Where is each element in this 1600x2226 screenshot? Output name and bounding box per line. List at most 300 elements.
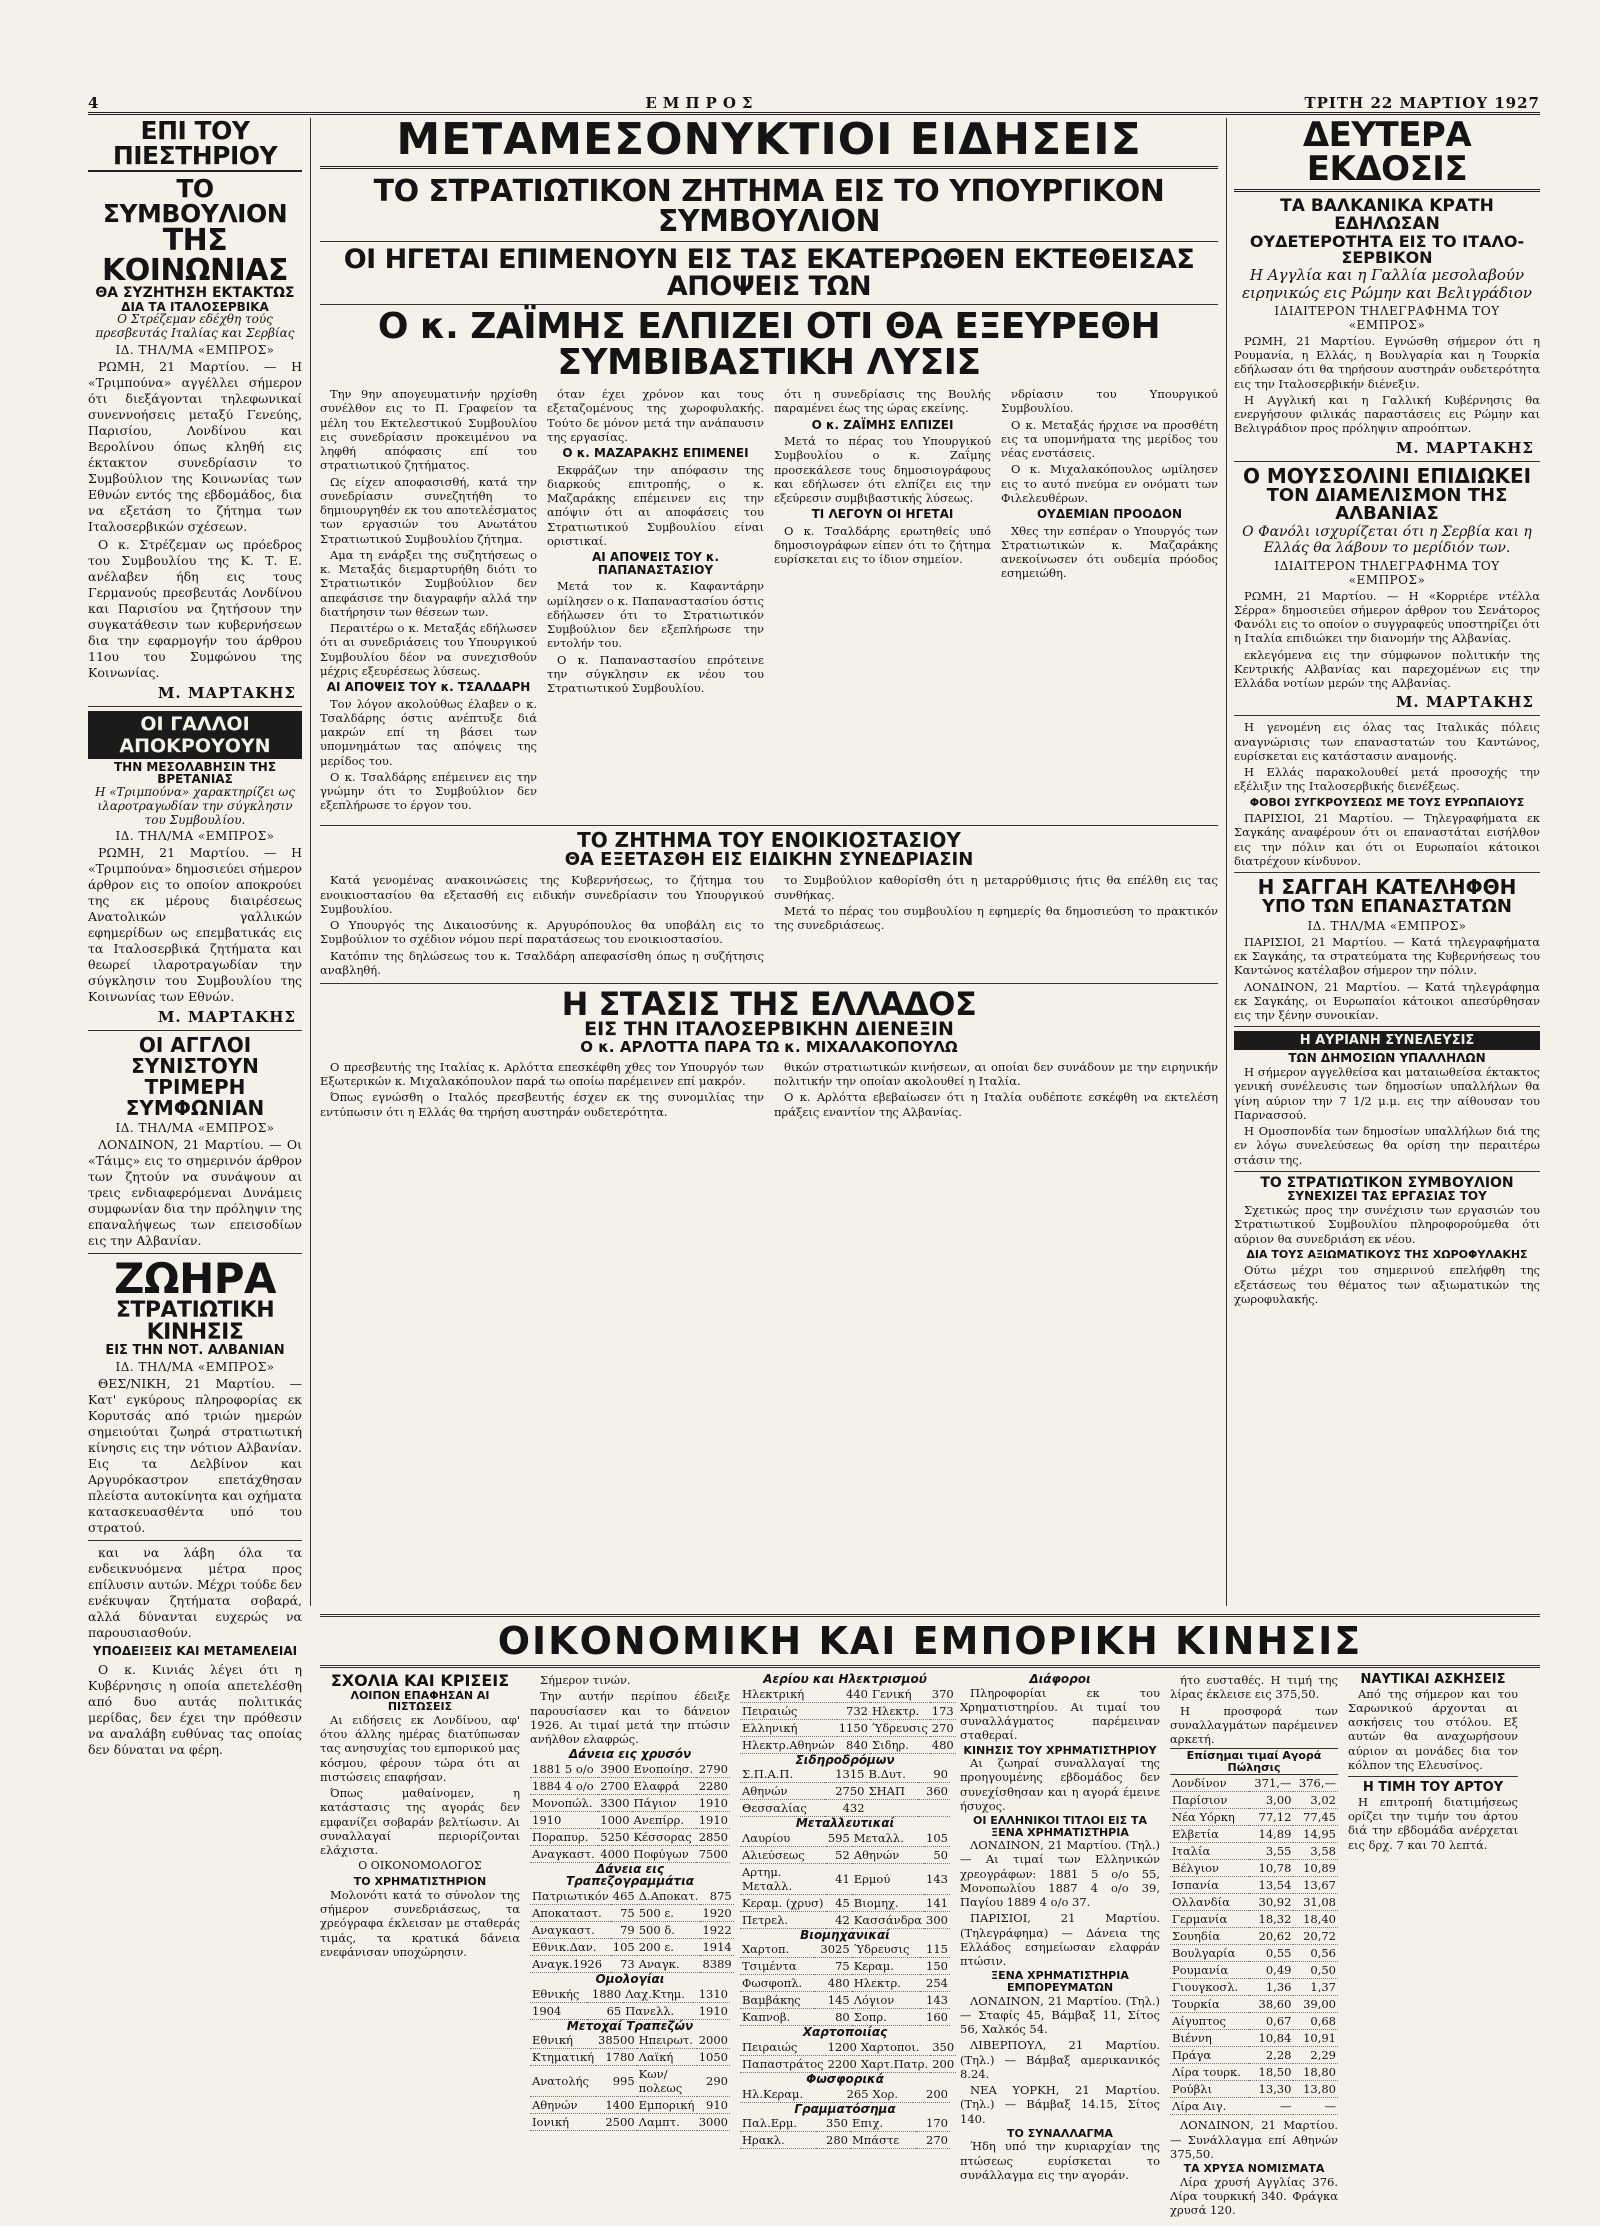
table-cell: 20,72 [1293,1928,1338,1945]
table-row [740,2086,950,2103]
article-paragraph: Ως είχεν αποφασισθή, κατά την συνεδρίασιν συνεζητήθη το δημιουργηθέν εκ του αποτελέσματος των εργασιών του Ανωτάτου Στρατιωτικού Συμβουλίου ζήτημα. [320,474,537,546]
table-cell: 0,49 [1249,1962,1294,1979]
byline: Ο ΟΙΚΟΝΟΜΟΛΟΓΟΣ [358,1859,482,1873]
divider [1234,1171,1540,1172]
table-cell: Ύδρευσις [872,1720,928,1735]
article-paragraph: Ο κ. Μιχαλακόπουλος ωμίλησεν εις το αυτό πνεύμα εν ονόματι των Φιλελευθέρων. [1001,462,1218,505]
table-row [530,1777,730,1794]
table-cell: 0,56 [1293,1945,1338,1962]
table-row [1170,2030,1338,2047]
table-cell: 254 [920,1975,950,1992]
table-row [530,1794,730,1811]
table-cell: 1315 [825,1766,866,1783]
article-column [320,387,537,815]
table-cell: 80 [814,2009,852,2026]
table-row [740,1846,950,1863]
table-cell: 2750 [825,1783,866,1800]
table-cell: 995 [596,2066,637,2097]
table-cell: 2,28 [1249,2047,1294,2064]
table-cell: 732 [837,1702,870,1719]
table-cell: 143 [924,1863,950,1894]
table-cell: Ανατολής [530,2066,596,2097]
table-cell: Σοπρ. [852,2009,921,2026]
kicker-headline: ΕΠΙ ΤΟΥ ΠΙΕΣΤΗΡΙΟΥ [88,118,302,172]
dateline: ΙΔ. ΤΗΛ/ΜΑ «ΕΜΠΡΟΣ» [115,1121,275,1136]
table-heading: Φωσφορικά [806,2071,884,2086]
table-cell: Ιονική [530,2114,596,2131]
table-cell: 3,58 [1293,1843,1338,1860]
table-row [1170,1860,1338,1877]
divider [320,825,1218,826]
table-cell: Κτηματική [532,2050,595,2065]
table-cell: Ηλεκτρική [740,1686,837,1703]
article-paragraph: Μετά το πέρας του Υπουργικού Συμβουλίου ο κ. Ζαΐμης προσεκάλεσε τους δημοσιογράφους και εδήλωσεν ότι ελπίζει εις την εξεύρεσιν συμβιβαστικής λύσεως. [774,434,991,506]
table-cell: Αίγυπτος [1170,2013,1249,2030]
table-cell: Γιουγκοσλ. [1170,1979,1249,1996]
table-cell: 2200 [827,2056,857,2071]
table-cell: Αθηνών [852,1846,924,1863]
headline: ΣΤΡΑΤΙΩΤΙΚΗ ΚΙΝΗΣΙΣ [115,1298,275,1346]
table-cell: Ολλανδία [1170,1894,1249,1911]
table-cell: 10,89 [1293,1860,1338,1877]
table-heading: Χαρτοποιίας [802,2025,888,2040]
headline: ΥΠΟ ΤΩΝ ΕΠΑΝΑΣΤΑΤΩΝ [1261,896,1512,918]
subheadline: Ο κ. ΖΑΪΜΗΣ ΕΛΠΙΖΕΙ [811,417,954,432]
article-paragraph: Λίρα χρυσή Αγγλίας 376. Λίρα τουρκική 340. Φράγκα χρυσά 120. [1170,2174,1338,2218]
table-cell: 42 [826,1911,852,1928]
deck: Ο Φανόλι ισχυρίζεται ότι η Σερβία και η Ελλάς θα λάβουν το μερίδιόν των. [1242,524,1532,557]
dateline: ΙΔ. ΤΗΛ/ΜΑ «ΕΜΠΡΟΣ» [115,342,275,357]
table-cell: Γερμανία [1170,1911,1249,1928]
article-paragraph: Τον λόγον ακολούθως έλαβεν ο κ. Τσαλδάρης όστις ανέπτυξε διά μακρών επί τη βάσει των υπομνημάτων τας απόψεις της μερίδος του. [320,696,537,768]
table-cell: 170 [916,2115,950,2132]
table-cell: 480 [931,1737,954,1752]
table-cell: 1,36 [1249,1979,1294,1996]
table-cell: 115 [920,1941,950,1958]
table-cell: Ποραπυρ. [530,1828,598,1845]
paper-name: ΕΜΠΡΟΣ [645,94,759,112]
table-cell [918,1800,950,1817]
quote-table [740,2086,950,2103]
table-cell: 145 [814,1992,852,2009]
table-cell: 3025 [814,1941,852,1958]
table-cell: Ύδρευσις [852,1941,921,1958]
article-columns [320,1060,1218,1121]
article-column [774,873,1218,979]
table-cell: 90 [918,1766,950,1783]
article-paragraph: Σήμερον τινών. [540,1673,631,1687]
quote-table [530,1761,730,1863]
table-cell: 840 [837,1736,870,1753]
table-cell: 1910 [696,1794,730,1811]
table-row [1170,2064,1338,2081]
table-cell: Αθηνών [740,1783,825,1800]
byline: Μ. ΜΑΡΤΑΚΗΣ [1395,693,1534,712]
section-banner: ΟΙΚΟΝΟΜΙΚΗ ΚΑΙ ΕΜΠΟΡΙΚΗ ΚΙΝΗΣΙΣ [497,1619,1363,1663]
subheadline: ΤΩΝ ΔΗΜΟΣΙΩΝ ΥΠΑΛΛΗΛΩΝ [1288,1051,1486,1066]
deck: Ο Στρέζεμαν εδέχθη τούς πρεσβευτάς Ιταλίας και Σερβίας [95,312,295,341]
table-cell: Βέλγιον [1170,1860,1249,1877]
table-cell: 0,55 [1249,1945,1294,1962]
article-paragraph: Ο κ. Στρέζεμαν ως πρόεδρος του Συμβουλίου της Κ. Τ. Ε. ανέλαβεν ήδη εις τους Γερμανούς πρεσβευτάς Λονδίνου και Παρισίου να ζητήσουν την συγκατάθεσιν των κυβερνήσεων δια την εφαρμογήν του άρθρου 11ου του Συμφώνου της Κοινωνίας. [88,536,302,680]
article-paragraph: ΠΑΡΙΣΙΟΙ, 21 Μαρτίου. (Τηλεγράφημα) — Δάνεια της Ελλάδος εσημείωσαν ελαφράν πτώσιν. [960,1911,1160,1969]
headline: Η ΤΙΜΗ ΤΟΥ ΑΡΤΟΥ [1362,1780,1504,1796]
article-paragraph: Αι ειδήσεις εκ Λονδίνου, αφ' ότου άλλης ημέρας διατύπωσαν τας ανησυχίας του εμπορικού μας κόσμου, φέρουν τώρα ότι αι πιστώσεις επαφήσαν. [320,1712,520,1784]
table-cell: 465 [612,1889,635,1904]
table-row [1170,1962,1338,1979]
table-cell: 290 [697,2066,730,2097]
table-cell: Τσιμέντα [740,1958,814,1975]
table-cell: Αναγκ. [637,1956,701,1973]
table-cell: 2850 [696,1828,730,1845]
table-cell: 3300 [598,1794,632,1811]
table-cell: Ερμού [852,1863,924,1894]
article-paragraph: νδρίασιν του Υπουργικού Συμβουλίου. [1001,387,1218,416]
table-cell: 2000 [698,2033,728,2048]
table-cell: Πατριωτικόν [532,1889,609,1904]
table-cell: Ενοποίησ. [632,1761,697,1778]
subheadline: ΘΑ ΣΥΖΗΤΗΣΗ ΕΚΤΑΚΤΩΣ [95,285,295,301]
divider [1348,1776,1518,1777]
article-paragraph: Περαιτέρω ο κ. Μεταξάς εδήλωσεν ότι αι συνεδριάσεις του Υπουργικού Συμβουλίου δέον να συνεχισθούν μέχρις εξευρέσεως λύσεως. [320,621,537,678]
table-cell: Λίρα τουρκ. [1170,2064,1249,2081]
article-paragraph: Η γενομένη εις όλας τας Ιταλικάς πόλεις αναγνώρισις των επαναστατών του Καντώνος, ευρίσκεται εις κατάστασιν αναμονής. [1234,720,1540,763]
table-cell: Ηλεκτρ. [870,1702,930,1719]
table-cell: 1904 [530,2002,587,2019]
table-cell: Μεταλλ. [852,1830,924,1847]
table-cell: Πράγα [1170,2047,1249,2064]
table-cell: 1881 5 ο/ο [530,1761,598,1778]
main-headline: ΟΙ ΗΓΕΤΑΙ ΕΠΙΜΕΝΟΥΝ ΕΙΣ ΤΑΣ ΕΚΑΤΕΡΩΘΕΝ ΕΚΤΕΘΕΙΣΑΣ ΑΠΟΨΕΙΣ ΤΩΝ [343,244,1195,302]
dateline: ΙΔΙΑΙΤΕΡΟΝ ΤΗΛΕΓΡΑΦΗΜΑ ΤΟΥ «ΕΜΠΡΟΣ» [1274,303,1500,332]
subheadline: ΦΟΒΟΙ ΣΥΓΚΡΟΥΣΕΩΣ ΜΕ ΤΟΥΣ ΕΥΡΩΠΑΙΟΥΣ [1249,795,1525,809]
table-cell: 13,30 [1249,2081,1294,2098]
subheadline: ΛΟΙΠΟΝ ΕΠΑΦΗΣΑΝ ΑΙ ΠΙΣΤΩΣΕΙΣ [350,1688,490,1714]
table-row [740,2009,950,2026]
table-cell: 300 [926,1912,948,1927]
table-cell: Πάγιον [632,1794,697,1811]
article-columns [320,873,1218,979]
article-paragraph: Ο Υπουργός της Δικαιοσύνης κ. Αργυρόπουλος θα υποβάλη εις το Συμβούλιον το σχέδιον νόμου περί παρατάσεως του ενοικιοστασίου. [320,918,764,947]
headline: ΤΟ ΣΤΡΑΤΙΩΤΙΚΟΝ ΣΥΜΒΟΥΛΙΟΝ [1260,1174,1514,1191]
table-cell: Ηλεκτρ.Αθηνών [742,1737,835,1752]
table-cell: 270 [931,1720,954,1735]
table-cell: 280 [816,2132,850,2149]
article-paragraph: θικών στρατιωτικών κινήσεων, αι οποίαι δεν συνάδουν με την ειρηνικήν πολιτικήν την οποίαν ακολουθεί η Ιταλία. [774,1059,1218,1089]
table-row [740,1800,950,1817]
table-cell: 141 [926,1895,948,1910]
table-row [530,2114,730,2131]
article-paragraph: ΡΩΜΗ, 21 Μαρτίου. — Η «Τριμπούνα» δημοσιεύει σήμερον άρθρον εις το οποίον αποκρούει της εκ μέρους διαιρέσεως Ανατολικών γαλλικών εφημερίδων ως επεμβατικάς εις τα Ιταλοσερβικά ζητήματα και θεωρεί ιλαροτραγωδίαν την σύγκλησιν του Συμβουλίου της Κοινωνίας των Εθνών. [88,845,302,1005]
article-paragraph: Πληροφορίαι εκ του Χρηματιστηρίου. Αι τιμαί του συναλλάγματος παρέμειναν σταθεραί. [960,1685,1160,1743]
table-cell: 3,55 [1249,1843,1294,1860]
headline: Ο ΜΟΥΣΣΟΛΙΝΙ ΕΠΙΔΙΩΚΕΙ [1242,463,1532,488]
table-cell: 18,50 [1249,2064,1294,2081]
table-cell: Παρίσιον [1170,1792,1249,1809]
headline: ΣΧΟΛΙΑ ΚΑΙ ΚΡΙΣΕΙΣ [330,1671,510,1690]
table-cell: 370 [931,1686,954,1701]
article-paragraph: Σχετικώς προς την συνέχισιν των εργασιών του Στρατιωτικού Συμβουλίου πληροφορούμεθα ότι αύριον θα συνεδριάση εκ νέου. [1234,1203,1540,1246]
table-row [530,2002,730,2019]
table-heading: Αερίου και Ηλεκτρισμού [763,1672,927,1686]
table-cell: 5250 [598,1828,632,1845]
table-cell: Ρούβλι [1170,2081,1249,2098]
quote-table [530,2032,730,2131]
table-cell: 7500 [696,1845,730,1862]
table-cell: 38500 [598,2033,635,2048]
article-paragraph: Ο κ. Τσαλδάρης επέμεινεν εις την γνώμην ότι το Συμβούλιον δεν εξεπλήρωσε το έργον του. [320,769,537,813]
table-cell: 376,— [1293,1775,1338,1792]
article-paragraph: ΛΟΝΔΙΝΟΝ, 21 Μαρτίου. (Τηλ.) — Σταφίς 45, Βάμβαξ 11, Σίτος 56, Χαλκός 54. [960,1993,1160,2037]
table-cell: 14,95 [1293,1826,1338,1843]
table-row [740,1783,950,1800]
table-row [530,1845,730,1862]
table-cell: 4000 [598,1845,632,1862]
table-cell: Ηρακλ. [740,2132,816,2149]
article-paragraph: Μετά τον κ. Καφαντάρην ωμίλησεν ο κ. Παπαναστασίου όστις εδήλωσεν ότι το Στρατιωτικόν Συμβούλιον δεν εξεπλήρωσε την εντολήν του. [547,579,764,651]
table-row [740,1894,950,1911]
article-paragraph: ΡΩΜΗ, 21 Μαρτίου. Εγνώσθη σήμερον ότι η Ρουμανία, η Ελλάς, η Βουλγαρία και η Τουρκία εδήλωσαν ότι θα τηρήσουν αυστηράν ουδετερότητα εις την Ιταλοσερβικήν διένεξιν. [1234,333,1540,391]
table-cell: Εθνική [530,2032,596,2049]
table-cell: 2500 [596,2114,637,2131]
article-paragraph: Η επιτροπή διατιμήσεως ορίζει την τιμήν του άρτου διά την εβδομάδα ανέρχεται εις δρχ. 7 και 70 λεπτά. [1348,1794,1518,1852]
table-cell: Αποκαταστ. [530,1905,611,1922]
table-cell: 595 [827,1830,850,1845]
table-cell: Σ.Π.Α.Π. [740,1766,825,1783]
issue-date: ΤΡΙΤΗ 22 ΜΑΡΤΙΟΥ 1927 [1304,94,1540,112]
table-cell: 8389 [702,1957,732,1972]
table-cell: 1150 [838,1720,868,1735]
economy-column [1170,1673,1338,2219]
table-heading: Δάνεια εις Τραπεζογραμμάτια [565,1861,694,1889]
table-heading: Ομολογίαι [595,1972,665,1987]
economy-columns [320,1673,1540,2219]
article-paragraph: Ο κ. Μεταξάς ήρχισε να προσθέτη εις τα υπομνήματα της μερίδος του νέας ενστάσεις. [1001,417,1218,460]
table-cell: Λονδίνον [1170,1775,1249,1792]
table-cell: Ισπανία [1170,1877,1249,1894]
table-cell: Μπάστε [850,2132,916,2149]
table-cell: Χαρτοπ. [740,1941,814,1958]
divider [1234,872,1540,873]
article-paragraph: Ο κ. Παπαναστασίου επρότεινε την σύγκλησιν εκ νέου του Στρατιωτικού Συμβουλίου. [547,652,764,696]
table-row [1170,1979,1338,1996]
table-cell: Παλ.Ερμ. [740,2115,816,2132]
table-cell: 79 [611,1922,637,1939]
article-paragraph: και να λάβη όλα τα ενδεικνυόμενα μέτρα προς επίλυσιν αυτών. Μέχρι τούδε δεν ενέκυψαν ζητήματα σοβαρά, αλλά δύνανται ευχερώς να παρουσιασθούν. [88,1545,302,1641]
table-row [530,2097,730,2114]
table-cell: Χορ. [871,2086,913,2103]
table-cell: Βαμβάκης [740,1992,814,2009]
table-cell: Γενική [870,1686,930,1703]
subheadline: Διάφοροι [1029,1672,1091,1686]
subheadline: ΞΕΝΑ ΧΡΗΜΑΤΙΣΤΗΡΙΑ ΕΜΠΟΡΕΥΜΑΤΩΝ [991,1969,1129,1995]
table-cell: 500 δ. [637,1922,701,1939]
table-cell: Κων/πολεως [637,2066,697,2097]
table-cell: — [1249,2098,1294,2115]
table-cell: 1910 [696,1811,730,1828]
subheadline: ΤΟ ΣΥΝΑΛΛΑΓΜΑ [1007,2126,1113,2140]
table-row [1170,1911,1338,1928]
article-paragraph: ήτο ευσταθές. Η τιμή της λίρας έκλεισε εις 375,50. [1170,1673,1338,1702]
table-cell: Καπνοβ. [740,2009,814,2026]
economy-column [960,1673,1160,2219]
table-cell: 875 [700,1888,733,1905]
table-cell: Λόγιον [852,1992,921,2009]
section-banner: ΔΕΥΤΕΡΑ ΕΚΔΟΣΙΣ [1234,118,1540,192]
article-paragraph: Η Ομοσπονδία των δημοσίων υπαλλήλων διά της εν λόγω συνελεύσεως θα ορίση την περαιτέρω στάσιν της. [1234,1124,1540,1167]
table-cell: 143 [920,1992,950,2009]
table-cell: 1880 [587,1986,624,2003]
table-cell: 360 [918,1783,950,1800]
table-row [1170,2013,1338,2030]
table-cell: 200 [913,2086,950,2103]
table-cell: Εμπορική [637,2097,697,2114]
article-paragraph: Την 9ην απογευματινήν ηρχίσθη συνέλθον εις το Π. Γραφείον τα μέλη του Εκτελεστικού Συμβουλίου εις συνεδρίασιν προκειμένου να ληφθή απόφασις επί του στρατιωτικού ζητήματος. [320,387,537,473]
divider [320,1614,1540,1617]
table-cell: Αρτημ. Μεταλλ. [740,1863,826,1894]
article-paragraph: Αι ζωηραί συναλλαγαί της προηγουμένης εβδομάδος δεν συνεχίσθησαν και η αγορά έμεινε ήσυχος. [960,1756,1160,1813]
table-row [530,1986,730,2003]
article-columns [320,387,1218,815]
table-cell: 75 [611,1905,637,1922]
table-row [1170,1928,1338,1945]
article-paragraph: Η Ελλάς παρακολουθεί μετά προσοχής την εξέλιξιν της Ιταλοσερβικής διενέξεως. [1234,765,1540,794]
article-paragraph: Όπως μαθαίνομεν, η κατάστασις της αγοράς δεν εμφανίζει σοβαράν βελτίωσιν. Αι συναλλαγαί περιορίζονται ελάχιστα. [320,1786,520,1858]
dateline: ΙΔ. ΤΗΛ/ΜΑ «ΕΜΠΡΟΣ» [1307,918,1467,933]
table-cell: 20,62 [1249,1928,1294,1945]
table-cell: 18,32 [1249,1911,1294,1928]
article-paragraph: εκλεγόμενα εις την σύμφωνον πολιτικήν της Κεντρικής Αλβανίας και παρεχομένων εις την Ελλάδα νοτίων μερών της Αλβανίας. [1234,647,1540,690]
subheadline: ΚΙΝΗΣΙΣ ΤΟΥ ΧΡΗΜΑΤΙΣΤΗΡΙΟΥ [963,1743,1157,1757]
table-cell: Βιέννη [1170,2030,1249,2047]
divider [320,304,1218,305]
article-paragraph: Ήδη υπό την κυριαρχίαν της πτώσεως ευρίσκεται το συνάλλαγμα εις την αγοράν. [960,2139,1160,2182]
table-cell: 270 [916,2132,950,2149]
table-row [1170,1809,1338,1826]
table-cell: 30,92 [1249,1894,1294,1911]
table-row [1170,1775,1338,1792]
left-column [88,118,302,2148]
quote-table [740,2039,956,2073]
divider [1234,715,1540,716]
table-cell: 1050 [698,2050,728,2065]
table-cell: 2280 [696,1777,730,1794]
subheadline: ΔΙΑ ΤΟΥΣ ΑΞΙΩΜΑΤΙΚΟΥΣ ΤΗΣ ΧΩΡΟΦΥΛΑΚΗΣ [1246,1247,1528,1261]
table-cell: 10,78 [1249,1860,1294,1877]
page-number: 4 [88,94,100,112]
subheadline: ΤΑ ΧΡΥΣΑ ΝΟΜΙΣΜΑΤΑ [1183,2162,1325,2176]
table-cell: 1910 [530,1811,598,1828]
table-cell: Κεραμ. [852,1958,921,1975]
article-paragraph: ΡΩΜΗ, 21 Μαρτίου. — Η «Τριμπούνα» αγγέλλει σήμερον ότι διεξάγονται τηλεφωνικαί συνεννοήσεις μεταξύ Γενεύης, Παρισίου, Λονδίνου και Βερολίνου όπως κληθή εις έκτακτον συνεδρίασιν το Συμβούλιον της Κοινωνίας των Εθνών εντός της εβδομάδος, δια να εξετάση το ζήτημα των Ιταλοσερβικών σχέσεων. [88,358,302,534]
table-cell: 500 ε. [637,1905,701,1922]
table-cell: 350 [816,2115,850,2132]
headline: Η ΣΤΑΣΙΣ ΤΗΣ ΕΛΛΑΔΟΣ [561,985,977,1024]
subheadline: ΕΙΣ ΤΗΝ ΝΟΤ. ΑΛΒΑΝΙΑΝ [105,1343,285,1359]
table-cell: 41 [826,1863,852,1894]
article-paragraph: ΠΑΡΙΣΙΟΙ, 21 Μαρτίου. — Κατά τηλεγραφήματα εκ Σαγκάης, τα στρατεύματα της Κυβερνήσεως του Καντώνος κατέλαβον σήμερον την πόλιν. [1234,934,1540,978]
table-cell: Ιταλία [1170,1843,1249,1860]
table-cell: Αναγκ.1926 [530,1956,611,1973]
table-cell: 150 [920,1958,950,1975]
deck: Η «Τριμπούνα» χαρακτηρίζει ως ιλαροτραγωδίαν την σύγκλησιν του Συμβουλίου. [94,785,296,827]
table-heading: Βιομηχανικαί [800,1927,890,1942]
table-cell: Λαχ.Κτημ. [623,1986,693,2003]
table-row [740,1975,950,1992]
table-cell: Ηλεκτρ. [852,1975,921,1992]
table-row [530,1761,730,1778]
table-cell: 1,37 [1293,1979,1338,1996]
table-cell: 0,68 [1293,2013,1338,2030]
byline: Μ. ΜΑΡΤΑΚΗΣ [1395,438,1534,457]
table-cell: 160 [920,2009,950,2026]
main-headline: Ο κ. ΖΑΪΜΗΣ ΕΛΠΙΖΕΙ ΟΤΙ ΘΑ ΕΞΕΥΡΕΘΗ ΣΥΜΒΙΒΑΣΤΙΚΗ ΛΥΣΙΣ [377,306,1161,383]
table-row [530,1922,734,1939]
table-cell: 65 [587,2002,624,2019]
article-paragraph: ΠΑΡΙΣΙΟΙ, 21 Μαρτίου. — Τηλεγραφήματα εκ Σαγκάης αναφέρουν ότι οι επαναστάται εισήλθον εις την πόλιν και ότι οι Ευρωπαίοι κάτοικοι διατρέχουν κίνδυνον. [1234,811,1540,868]
lower-stories [320,821,1218,1121]
headline: ΤΑ ΒΑΛΚΑΝΙΚΑ ΚΡΑΤΗ ΕΔΗΛΩΣΑΝ [1280,196,1494,234]
quote-table [530,1986,730,2020]
quote-table [740,1941,950,2026]
table-cell: Αναγκαστ. [530,1922,611,1939]
table-cell: 371,— [1249,1775,1294,1792]
table-cell: ΣΗΑΠ [867,1783,918,1800]
subheadline: ΤΟ ΧΡΗΜΑΤΙΣΤΗΡΙΟΝ [353,1875,487,1889]
table-heading: Επίσημαι τιμαί Αγορά Πώλησις [1170,1748,1338,1775]
table-cell: Ποφύγων [632,1845,697,1862]
deck: Η Αγγλία και η Γαλλία μεσολαβούν ειρηνικώς εις Ρώμην και Βελιγράδιον [1241,266,1533,302]
headline: ΤΡΙΜΕΡΗ ΣΥΜΦΩΝΙΑΝ [125,1075,265,1121]
table-cell: 3000 [698,2115,728,2130]
table-cell: 480 [814,1975,852,1992]
center-section [320,114,1218,1606]
table-cell: Λαϊκή [637,2049,697,2066]
article-column [774,1060,1218,1121]
article-paragraph: Εκφράζων την απόφασιν της διαρκούς επιτροπής, ο κ. Μαζαράκης επέμεινεν εις την απόψιν ότι αι αποφάσεις του Στρατιωτικού Συμβουλίου είναι οριστικαί. [547,462,764,548]
table-cell: 31,08 [1293,1894,1338,1911]
divider [320,241,1218,242]
table-cell: 13,67 [1293,1877,1338,1894]
table-row [1170,1826,1338,1843]
article-column [774,387,991,815]
table-cell: 1884 4 ο/ο [530,1777,598,1794]
table-cell: Εθνικ.Δαν. [530,1939,611,1956]
table-row [1170,2098,1338,2115]
headline: ΤΟ ΣΥΜΒΟΥΛΙΟΝ [102,174,288,228]
table-cell: Ελληνική [740,1719,837,1736]
subheadline: ΔΙΑ ΤΑ ΙΤΑΛΟΣΕΡΒΙΚΑ [121,299,269,314]
table-row [530,2066,730,2097]
economy-section [320,1614,1540,2218]
table-cell: Λαμπτ. [637,2114,697,2131]
headline: ΟΙ ΑΓΓΛΟΙ ΣΥΝΙΣΤΟΥΝ [131,1033,259,1079]
table-row [1170,1894,1338,1911]
table-cell: Ηλ.Κεραμ. [740,2086,833,2103]
table-row [740,1992,950,2009]
table-cell: 265 [833,2086,870,2103]
table-cell: Λαυρίου [740,1830,826,1847]
subheadline: ΥΠΟΔΕΙΞΕΙΣ ΚΑΙ ΜΕΤΑΜΕΛΕΙΑΙ [92,1644,298,1659]
table-heading: Μετοχαί Τραπεζών [566,2018,694,2033]
article-paragraph: το Συμβούλιον καθορίσθη ότι η μεταρρύθμισις ήτις θα επέλθη εις τας συνθήκας. [774,873,1218,902]
table-cell: 13,54 [1249,1877,1294,1894]
table-row [1170,2047,1338,2064]
table-cell: Ανεπίρρ. [632,1811,697,1828]
article-paragraph: ότι η συνεδρίασις της Βουλής παραμένει έως της ώρας εκείνης. [774,387,991,416]
headline: Η ΣΑΓΓΑΗ ΚΑΤΕΛΗΦΘΗ [1257,875,1517,900]
article-paragraph: Χθες την εσπέραν ο Υπουργός των Στρατιωτικών κ. Μαζαράκης ανεκοίνωσεν ότι ουδεμία πρόοδος εσημειώθη. [1001,523,1218,581]
